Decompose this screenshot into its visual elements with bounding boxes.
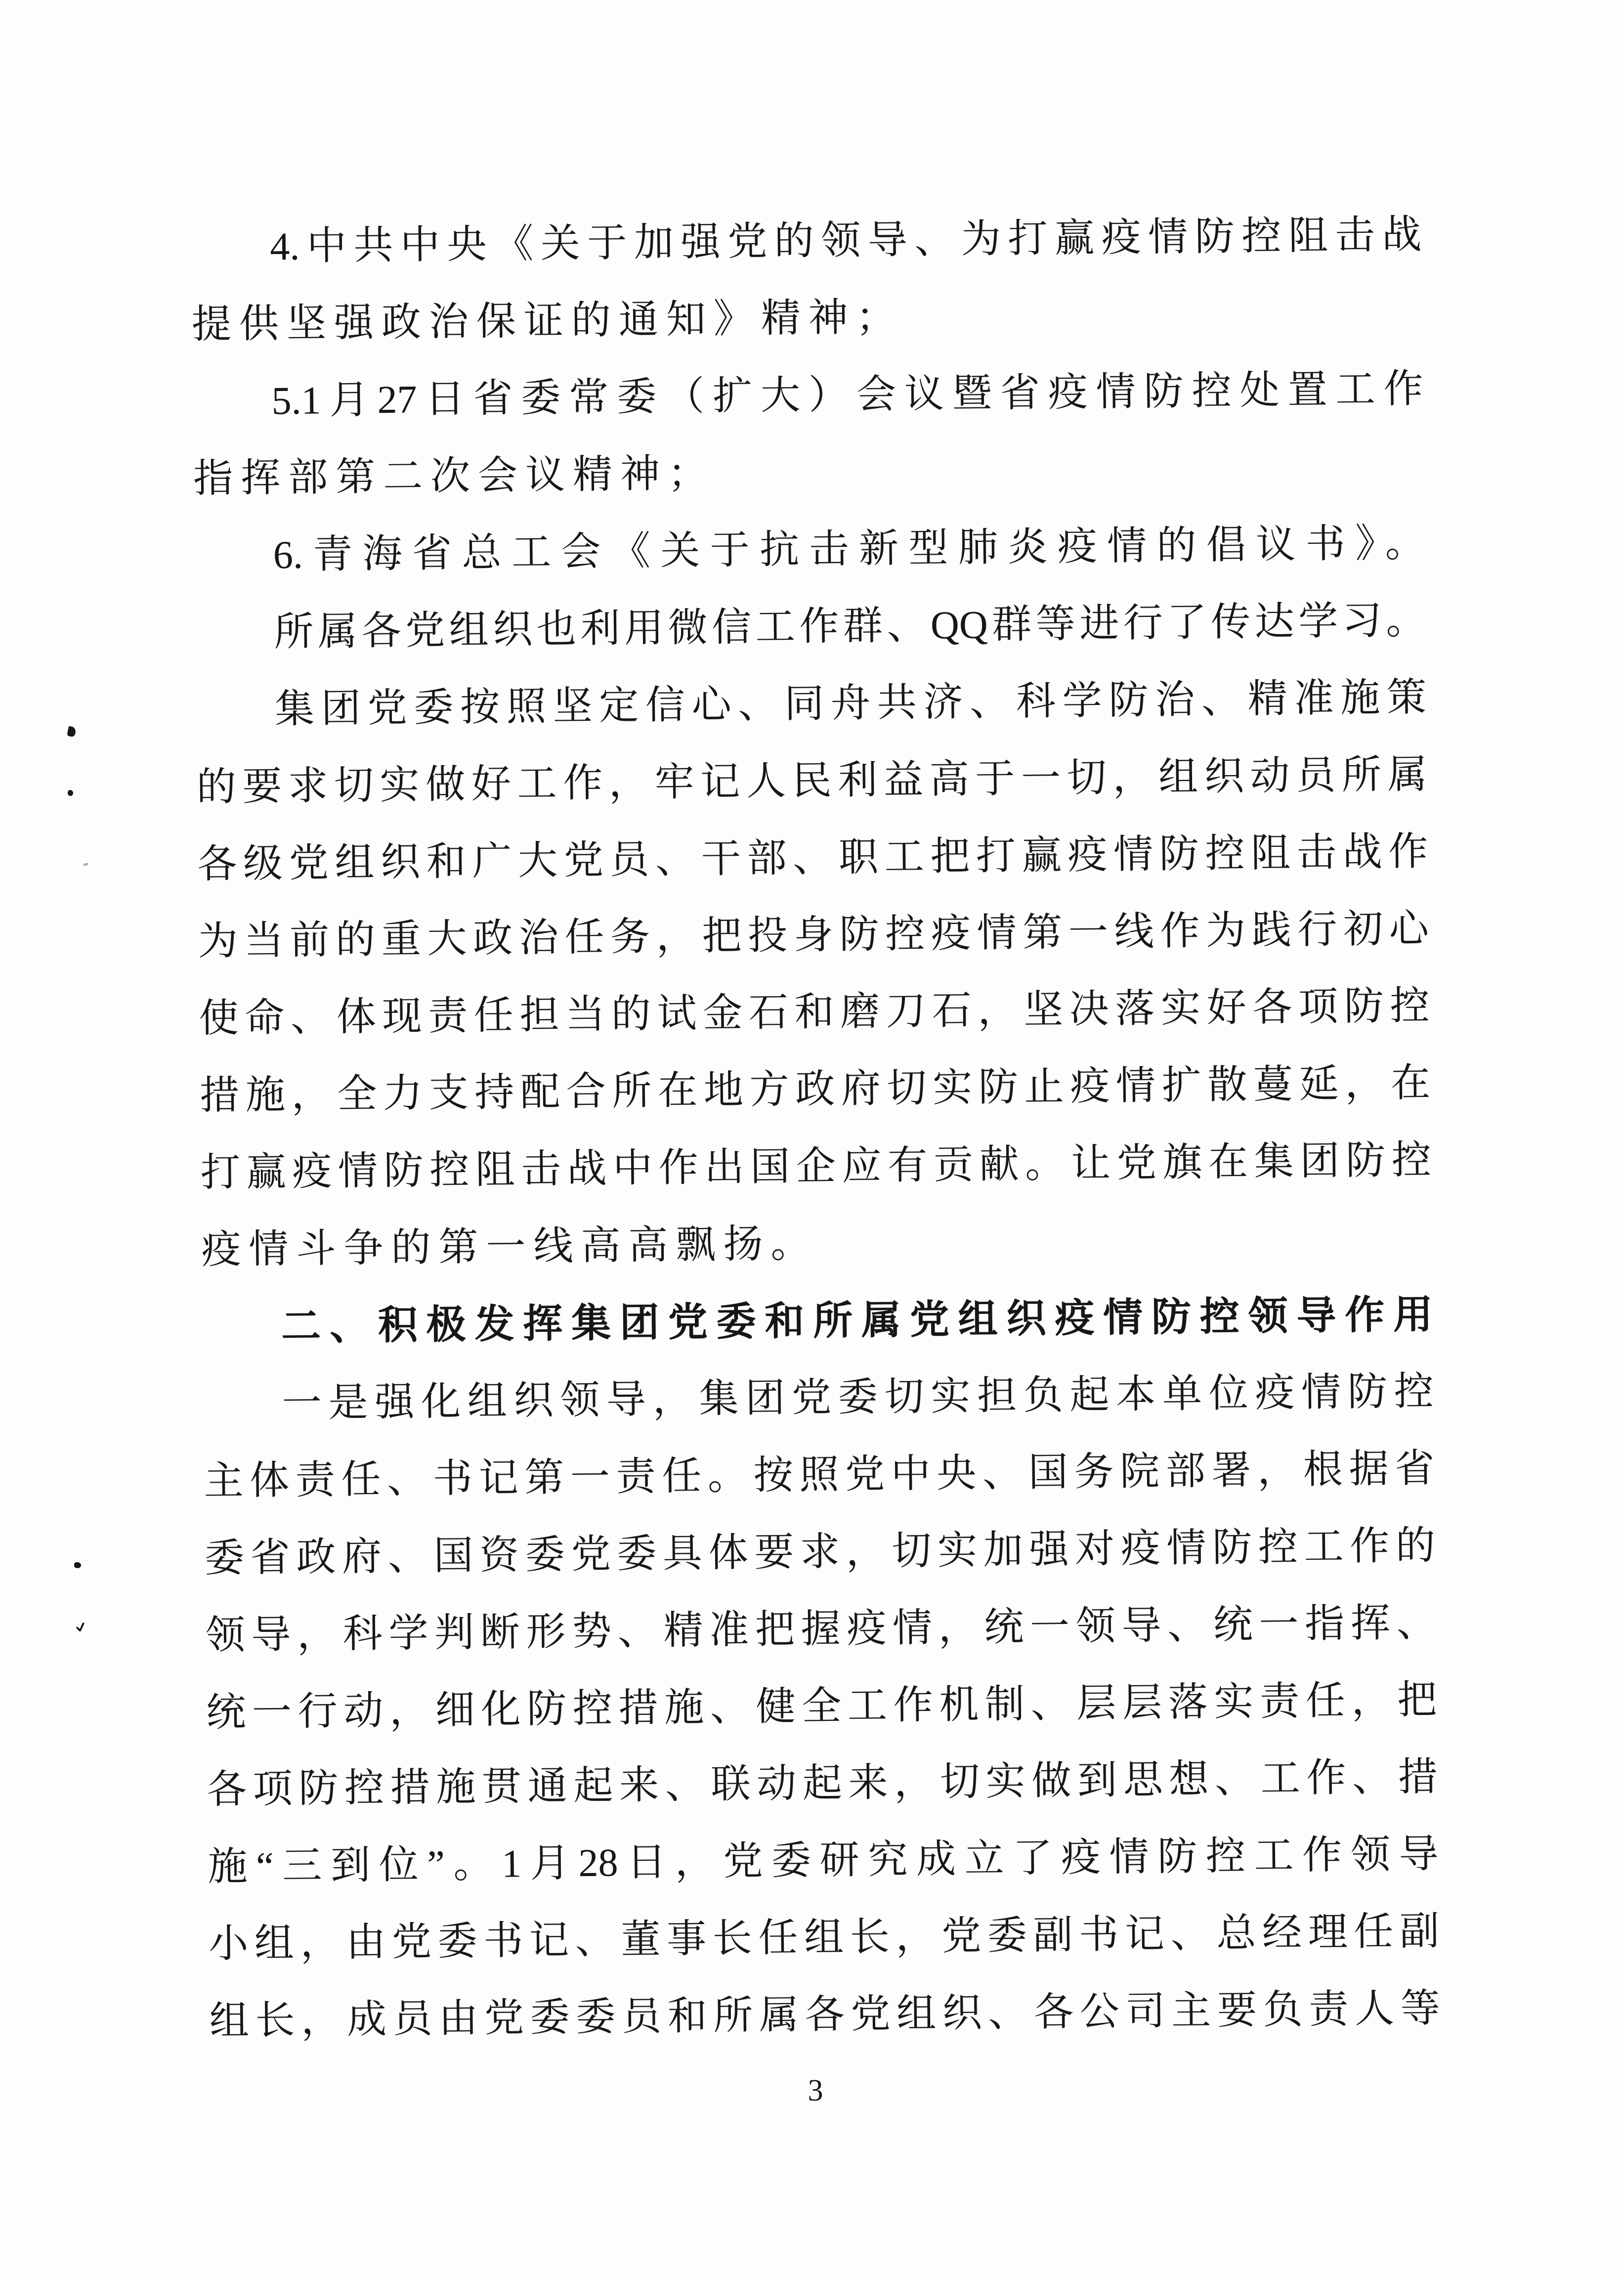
text-line-2: 提供坚强政治保证的通知》精神； [191,296,904,347]
text-line-13: 打赢疫情防控阻击战中作出国企应有贡献。让党旗在集团防控 [200,1138,1432,1195]
text-line-14: 疫情斗争的第一线高高飘扬。 [201,1222,818,1272]
text-line-12: 措施，全力支持配合所在地方政府切实防止疫情扩散蔓延，在 [199,1061,1431,1118]
text-line-9: 各级党组织和广大党员、干部、职工把打赢疫情防控阻击战作 [197,830,1428,887]
text-line-23: 小组，由党委书记、董事长任组长，党委副书记、总经理任副 [208,1909,1440,1966]
text-line-1: 4.中共中央《关于加强党的领导、为打赢疫情防控阻击战 [269,213,1422,269]
text-line-11: 使命、体现责任担当的试金石和磨刀石，坚决落实好各项防控 [199,984,1430,1041]
text-line-20: 统一行动，细化防控措施、健全工作机制、层层落实责任，把 [206,1678,1437,1735]
text-line-19: 领导，科学判断形势、精准把握疫情，统一领导、统一指挥、 [205,1601,1437,1658]
text-line-6: 所属各党组织也利用微信工作群、QQ群等进行了传达学习。 [273,599,1426,655]
ink-speck [67,726,77,738]
document-text-block [190,196,1440,2060]
text-line-10: 为当前的重大政治任务，把投身防控疫情第一线作为践行初心 [198,907,1429,964]
text-line-8: 的要求切实做好工作，牢记人民利益高于一切，组织动员所属 [196,753,1428,810]
ink-speck [68,790,73,796]
text-line-17: 主体责任、书记第一责任。按照党中央、国务院部署，根据省 [203,1446,1435,1503]
text-line-21: 各项防控措施贯通起来、联动起来，切实做到思想、工作、措 [207,1755,1438,1812]
text-line-7: 集团党委按照坚定信心、同舟共济、科学防治、精准施策 [274,676,1427,732]
text-line-3: 5.1月27日省委常委（扩大）会议暨省疫情防控处置工作 [271,367,1423,423]
section-heading-line: 二、积极发挥集团党委和所属党组织疫情防控领导作用 [281,1292,1433,1349]
text-line-5: 6.青海省总工会《关于抗击新型肺炎疫情的倡议书》。 [273,522,1425,577]
text-line-22: 施“三到位”。1月28日，党委研究成立了疫情防控工作领导 [208,1832,1439,1889]
text-line-18: 委省政府、国资委党委具体要求，切实加强对疫情防控工作的 [204,1524,1436,1580]
ink-speck [83,863,89,867]
text-line-24: 组长，成员由党委委员和所属各党组织、各公司主要负责人等 [209,1986,1441,2043]
ink-speck [76,1622,85,1631]
page-number: 3 [808,2074,823,2107]
ink-speck [74,1562,81,1568]
text-line-16: 一是强化组织领导，集团党委切实担负起本单位疫情防控 [282,1369,1434,1426]
text-line-4: 指挥部第二次会议精神； [193,452,716,501]
